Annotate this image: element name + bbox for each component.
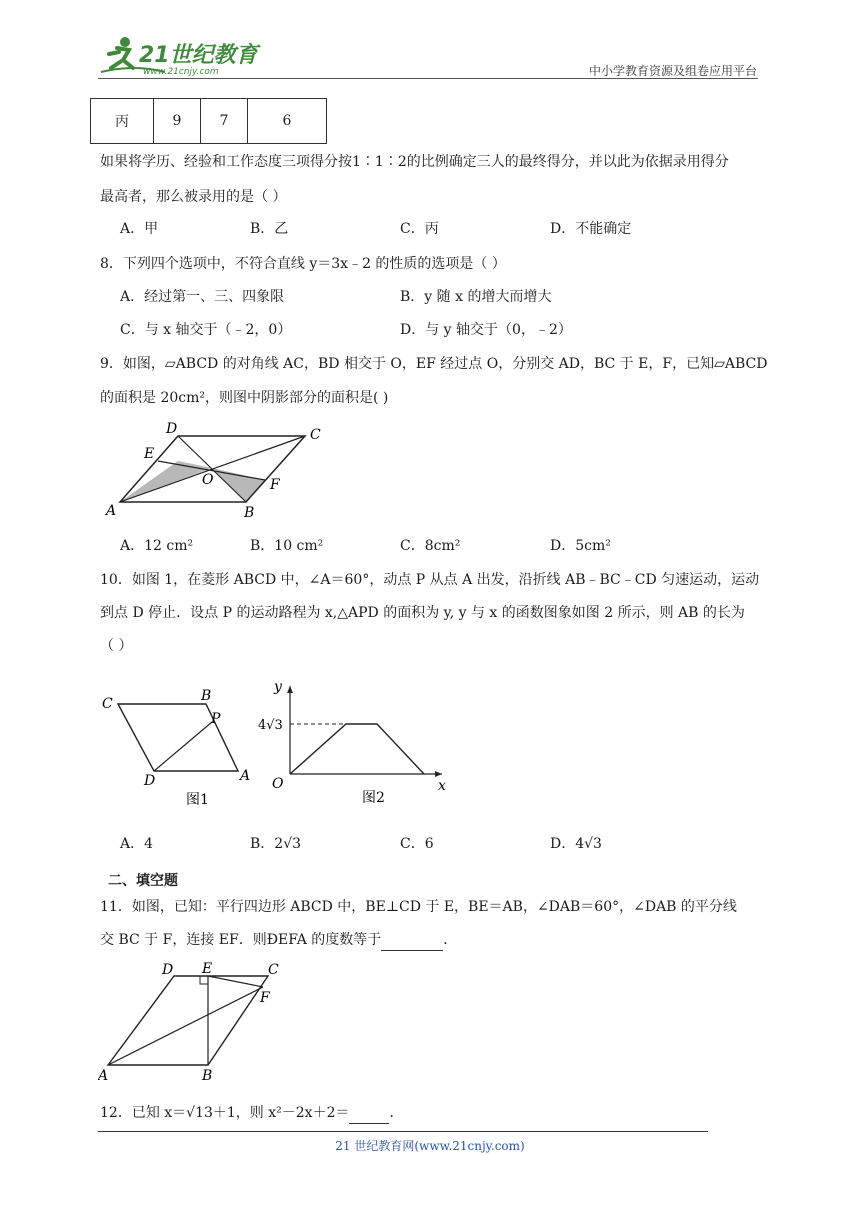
label-E: E bbox=[202, 961, 213, 977]
label-D: D bbox=[166, 421, 178, 437]
label-F: F bbox=[270, 477, 280, 493]
q7-line1: 如果将学历、经验和工作态度三项得分按1∶1∶2的比例确定三人的最终得分，并以此为依据录用得分 bbox=[100, 154, 729, 170]
segment-af bbox=[108, 987, 263, 1065]
right-angle-mark bbox=[200, 976, 208, 984]
label-B: B bbox=[244, 505, 255, 521]
q10-line2: 到点 D 停止．设点 P 的运动路程为 x,△APD 的面积为 y, y 与 x 的函数图象如图 2 所示，则 AB 的长为 bbox=[100, 605, 745, 621]
q7-option-a: A．甲 bbox=[120, 221, 159, 237]
q9-option-a: A．12 cm² bbox=[120, 538, 194, 554]
answer-blank bbox=[381, 930, 443, 951]
label-O: O bbox=[202, 472, 214, 488]
q10-option-b: B．2√3 bbox=[250, 836, 302, 852]
q10-function-graph-figure-2 bbox=[254, 676, 454, 810]
footer-text: 21 世纪教育网(www.21cnjy.com) bbox=[335, 1139, 525, 1153]
q9-line2: 的面积是 20cm²，则图中阴影部分的面积是( ) bbox=[100, 390, 389, 406]
graph-polyline bbox=[290, 724, 424, 774]
label-A: A bbox=[106, 503, 117, 519]
section-heading-fill-in: 二、填空题 bbox=[108, 873, 178, 889]
shaded-triangle-left bbox=[120, 461, 212, 502]
q11-line1: 11．如图，已知：平行四边形 ABCD 中，BE⊥CD 于 E，BE＝AB，∠DAB＝60°，∠DAB 的平分线 bbox=[100, 899, 737, 915]
q11-parallelogram-figure bbox=[98, 958, 298, 1086]
q8-option-b: B．y 随 x 的增大而增大 bbox=[400, 289, 552, 305]
q7-line2: 最高者，那么被录用的是（ ） bbox=[100, 189, 287, 205]
logo bbox=[95, 34, 265, 78]
q7-option-b: B．乙 bbox=[250, 221, 289, 237]
label-C: C bbox=[268, 962, 279, 978]
q10-option-c: C．6 bbox=[400, 836, 434, 852]
q8-option-c: C．与 x 轴交于（﹣2，0） bbox=[120, 322, 292, 338]
q10-rhombus-figure-1 bbox=[98, 686, 258, 810]
label-A: A bbox=[98, 1068, 109, 1084]
logo-text: 21世纪教育 bbox=[139, 43, 258, 68]
logo-runner-icon bbox=[95, 34, 265, 78]
label-B: B bbox=[201, 688, 212, 704]
label-C: C bbox=[102, 696, 113, 712]
q11-line2 bbox=[100, 930, 457, 951]
q10-line3: （ ） bbox=[100, 638, 133, 654]
table-row bbox=[91, 99, 327, 144]
q10-line1: 10．如图 1，在菱形 ABCD 中，∠A＝60°，动点 P 从点 A 出发，沿折线 AB﹣BC﹣CD 匀速运动，运动 bbox=[100, 572, 760, 588]
q10-option-d: D．4√3 bbox=[550, 836, 602, 852]
ytick-label: 4√3 bbox=[258, 718, 283, 733]
label-P: P bbox=[211, 711, 221, 727]
q9-option-d: D．5cm² bbox=[550, 538, 611, 554]
label-y: y bbox=[274, 679, 282, 695]
fig2-caption: 图2 bbox=[362, 790, 385, 806]
q9-parallelogram-figure bbox=[100, 418, 340, 522]
label-E: E bbox=[144, 446, 155, 462]
label-C: C bbox=[310, 427, 321, 443]
table-cell: 6 bbox=[248, 99, 327, 144]
answer-blank bbox=[349, 1103, 389, 1124]
shaded-triangle-right bbox=[212, 468, 265, 502]
table-cell: 9 bbox=[154, 99, 201, 144]
label-x: x bbox=[438, 778, 446, 794]
label-D: D bbox=[162, 962, 174, 978]
segment-dp bbox=[154, 722, 212, 771]
q8-stem: 8．下列四个选项中，不符合直线 y＝3x﹣2 的性质的选项是（ ） bbox=[100, 256, 506, 272]
header-platform-text: 中小学教育资源及组卷应用平台 bbox=[588, 64, 757, 78]
q7-option-c: C．丙 bbox=[400, 221, 439, 237]
q8-option-a: A．经过第一、三、四象限 bbox=[120, 289, 285, 305]
logo-url: www.21cnjy.com bbox=[143, 67, 219, 77]
q11-line2-end: ． bbox=[443, 932, 458, 948]
q12-end: ． bbox=[389, 1105, 404, 1121]
q9-option-c: C．8cm² bbox=[400, 538, 461, 554]
label-A: A bbox=[240, 768, 251, 784]
parallelogram-abcd bbox=[108, 976, 268, 1065]
header-divider bbox=[98, 78, 758, 79]
q9-line1: 9．如图，▱ABCD 的对角线 AC，BD 相交于 O，EF 经过点 O，分别交 AD，BC 于 E，F，已知▱ABCD bbox=[100, 356, 768, 372]
score-table bbox=[90, 98, 327, 144]
q7-option-d: D．不能确定 bbox=[550, 221, 632, 237]
label-O: O bbox=[272, 776, 284, 792]
fig1-caption: 图1 bbox=[186, 792, 209, 808]
q11-line2-text: 交 BC 于 F，连接 EF．则ÐEFA 的度数等于 bbox=[100, 932, 382, 948]
footer-divider bbox=[98, 1131, 708, 1132]
q8-option-d: D．与 y 轴交于（0，﹣2） bbox=[400, 322, 572, 338]
q12-text: 12．已知 x＝√13＋1，则 x²－2x＋2＝ bbox=[100, 1105, 350, 1121]
segment-ef bbox=[208, 976, 263, 987]
table-cell: 7 bbox=[201, 99, 248, 144]
table-cell: 丙 bbox=[91, 99, 154, 144]
label-D: D bbox=[144, 773, 156, 789]
label-F: F bbox=[260, 990, 270, 1006]
q12-line bbox=[100, 1103, 403, 1124]
label-B: B bbox=[202, 1068, 213, 1084]
q9-option-b: B．10 cm² bbox=[250, 538, 324, 554]
q10-option-a: A．4 bbox=[120, 836, 154, 852]
